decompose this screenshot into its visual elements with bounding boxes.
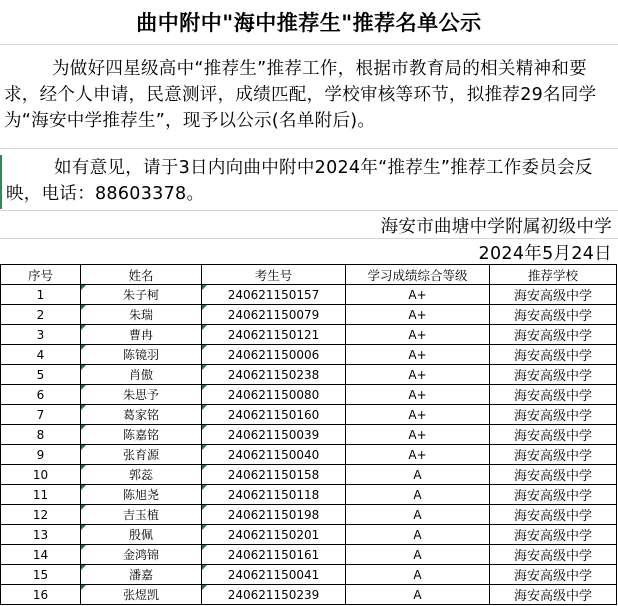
table-row[interactable]	[1, 585, 617, 605]
cell-grade[interactable]: A	[346, 525, 490, 545]
cell-grade[interactable]: A+	[346, 325, 490, 345]
table-row[interactable]	[1, 405, 617, 425]
cell-school[interactable]: 海安高级中学	[490, 425, 617, 445]
row-divider	[0, 148, 618, 149]
cell-grade[interactable]: A	[346, 465, 490, 485]
cell-name[interactable]: 潘嘉	[81, 565, 202, 585]
table-header-row	[1, 265, 617, 285]
cell-name[interactable]: 肖傲	[81, 365, 202, 385]
cell-index[interactable]: 4	[1, 345, 81, 365]
cell-school[interactable]: 海安高级中学	[490, 305, 617, 325]
cell-grade[interactable]: A+	[346, 345, 490, 365]
cell-index[interactable]: 16	[1, 585, 81, 605]
cell-school[interactable]: 海安高级中学	[490, 285, 617, 305]
cell-name[interactable]: 曹冉	[81, 325, 202, 345]
cell-index[interactable]: 9	[1, 445, 81, 465]
cell-name[interactable]: 张育源	[81, 445, 202, 465]
cell-grade[interactable]: A+	[346, 425, 490, 445]
cell-exam-id[interactable]: 240621150160	[202, 405, 346, 425]
cell-name[interactable]: 郭蕊	[81, 465, 202, 485]
cell-name[interactable]: 陈镜羽	[81, 345, 202, 365]
cell-exam-id[interactable]: 240621150041	[202, 565, 346, 585]
cell-school[interactable]: 海安高级中学	[490, 505, 617, 525]
table-row[interactable]	[1, 545, 617, 565]
table-row[interactable]	[1, 525, 617, 545]
cell-grade[interactable]: A	[346, 565, 490, 585]
cell-exam-id[interactable]: 240621150121	[202, 325, 346, 345]
cell-school[interactable]: 海安高级中学	[490, 565, 617, 585]
cell-grade[interactable]: A	[346, 545, 490, 565]
cell-index[interactable]: 2	[1, 305, 81, 325]
notice-paragraph-2: 如有意见，请于3日内向曲中附中2024年“推荐生”推荐工作委员会反映，电话：88603378。	[0, 155, 618, 209]
cell-index[interactable]: 5	[1, 365, 81, 385]
cell-index[interactable]: 1	[1, 285, 81, 305]
cell-index[interactable]: 11	[1, 485, 81, 505]
table-row[interactable]	[1, 385, 617, 405]
notice-paragraph-1: 为做好四星级高中“推荐生”推荐工作，根据市教育局的相关精神和要求，经个人申请，民意测评，成绩匹配，学校审核等环节，拟推荐29名同学为“海安中学推荐生”，现予以公示(名单附后)。	[4, 59, 597, 131]
cell-index[interactable]: 10	[1, 465, 81, 485]
col-header-index: 序号	[1, 265, 81, 285]
notice-date: 2024年5月24日	[478, 244, 612, 264]
cell-index[interactable]: 13	[1, 525, 81, 545]
notice-title: 曲中附中"海中推荐生"推荐名单公示	[0, 0, 618, 45]
cell-school[interactable]: 海安高级中学	[490, 545, 617, 565]
cell-exam-id[interactable]: 240621150198	[202, 505, 346, 525]
cell-exam-id[interactable]: 240621150201	[202, 525, 346, 545]
signature: 海安市曲塘中学附属初级中学	[380, 217, 612, 237]
table-row[interactable]	[1, 505, 617, 525]
cell-name[interactable]: 张煜凯	[81, 585, 202, 605]
cell-index[interactable]: 14	[1, 545, 81, 565]
cell-name[interactable]: 朱思予	[81, 385, 202, 405]
cell-school[interactable]: 海安高级中学	[490, 465, 617, 485]
cell-school[interactable]: 海安高级中学	[490, 405, 617, 425]
table-row[interactable]	[1, 285, 617, 305]
cell-grade[interactable]: A+	[346, 405, 490, 425]
cell-exam-id[interactable]: 240621150238	[202, 365, 346, 385]
cell-school[interactable]: 海安高级中学	[490, 485, 617, 505]
cell-school[interactable]: 海安高级中学	[490, 385, 617, 405]
col-header-name: 姓名	[81, 265, 202, 285]
cell-grade[interactable]: A+	[346, 385, 490, 405]
cell-index[interactable]: 3	[1, 325, 81, 345]
cell-index[interactable]: 7	[1, 405, 81, 425]
table-row[interactable]	[1, 565, 617, 585]
cell-grade[interactable]: A	[346, 485, 490, 505]
cell-exam-id[interactable]: 240621150079	[202, 305, 346, 325]
cell-name[interactable]: 朱瑞	[81, 305, 202, 325]
table-row[interactable]	[1, 365, 617, 385]
cell-grade[interactable]: A	[346, 505, 490, 525]
cell-name[interactable]: 陈嘉铭	[81, 425, 202, 445]
table-row[interactable]	[1, 345, 617, 365]
cell-grade[interactable]: A	[346, 585, 490, 605]
row-divider	[0, 238, 618, 239]
col-header-school: 推荐学校	[490, 265, 617, 285]
cell-exam-id[interactable]: 240621150158	[202, 465, 346, 485]
table-row[interactable]	[1, 465, 617, 485]
table-row[interactable]	[1, 485, 617, 505]
cell-grade[interactable]: A+	[346, 365, 490, 385]
cell-school[interactable]: 海安高级中学	[490, 525, 617, 545]
cell-name[interactable]: 殷佩	[81, 525, 202, 545]
cell-index[interactable]: 8	[1, 425, 81, 445]
cell-exam-id[interactable]: 240621150040	[202, 445, 346, 465]
cell-exam-id[interactable]: 240621150039	[202, 425, 346, 445]
cell-exam-id[interactable]: 240621150161	[202, 545, 346, 565]
cell-school[interactable]: 海安高级中学	[490, 585, 617, 605]
table-row[interactable]	[1, 445, 617, 465]
cell-name[interactable]: 吉玉植	[81, 505, 202, 525]
cell-exam-id[interactable]: 240621150239	[202, 585, 346, 605]
cell-school[interactable]: 海安高级中学	[490, 325, 617, 345]
cell-school[interactable]: 海安高级中学	[490, 365, 617, 385]
cell-name[interactable]: 陈旭尧	[81, 485, 202, 505]
cell-index[interactable]: 6	[1, 385, 81, 405]
cell-exam-id[interactable]: 240621150006	[202, 345, 346, 365]
cell-name[interactable]: 葛家铭	[81, 405, 202, 425]
recommendation-table	[0, 264, 617, 605]
row-divider	[0, 210, 618, 211]
table-row[interactable]	[1, 425, 617, 445]
cell-grade[interactable]: A+	[346, 445, 490, 465]
cell-exam-id[interactable]: 240621150157	[202, 285, 346, 305]
cell-name[interactable]: 朱子柯	[81, 285, 202, 305]
cell-index[interactable]: 15	[1, 565, 81, 585]
table-row[interactable]	[1, 305, 617, 325]
cell-school[interactable]: 海安高级中学	[490, 445, 617, 465]
cell-grade[interactable]: A+	[346, 285, 490, 305]
col-header-grade: 学习成绩综合等级	[346, 265, 490, 285]
cell-school[interactable]: 海安高级中学	[490, 345, 617, 365]
table-row[interactable]	[1, 325, 617, 345]
cell-index[interactable]: 12	[1, 505, 81, 525]
cell-exam-id[interactable]: 240621150118	[202, 485, 346, 505]
cell-exam-id[interactable]: 240621150080	[202, 385, 346, 405]
col-header-exam-id: 考生号	[202, 265, 346, 285]
cell-name[interactable]: 金鸿锦	[81, 545, 202, 565]
cell-grade[interactable]: A+	[346, 305, 490, 325]
